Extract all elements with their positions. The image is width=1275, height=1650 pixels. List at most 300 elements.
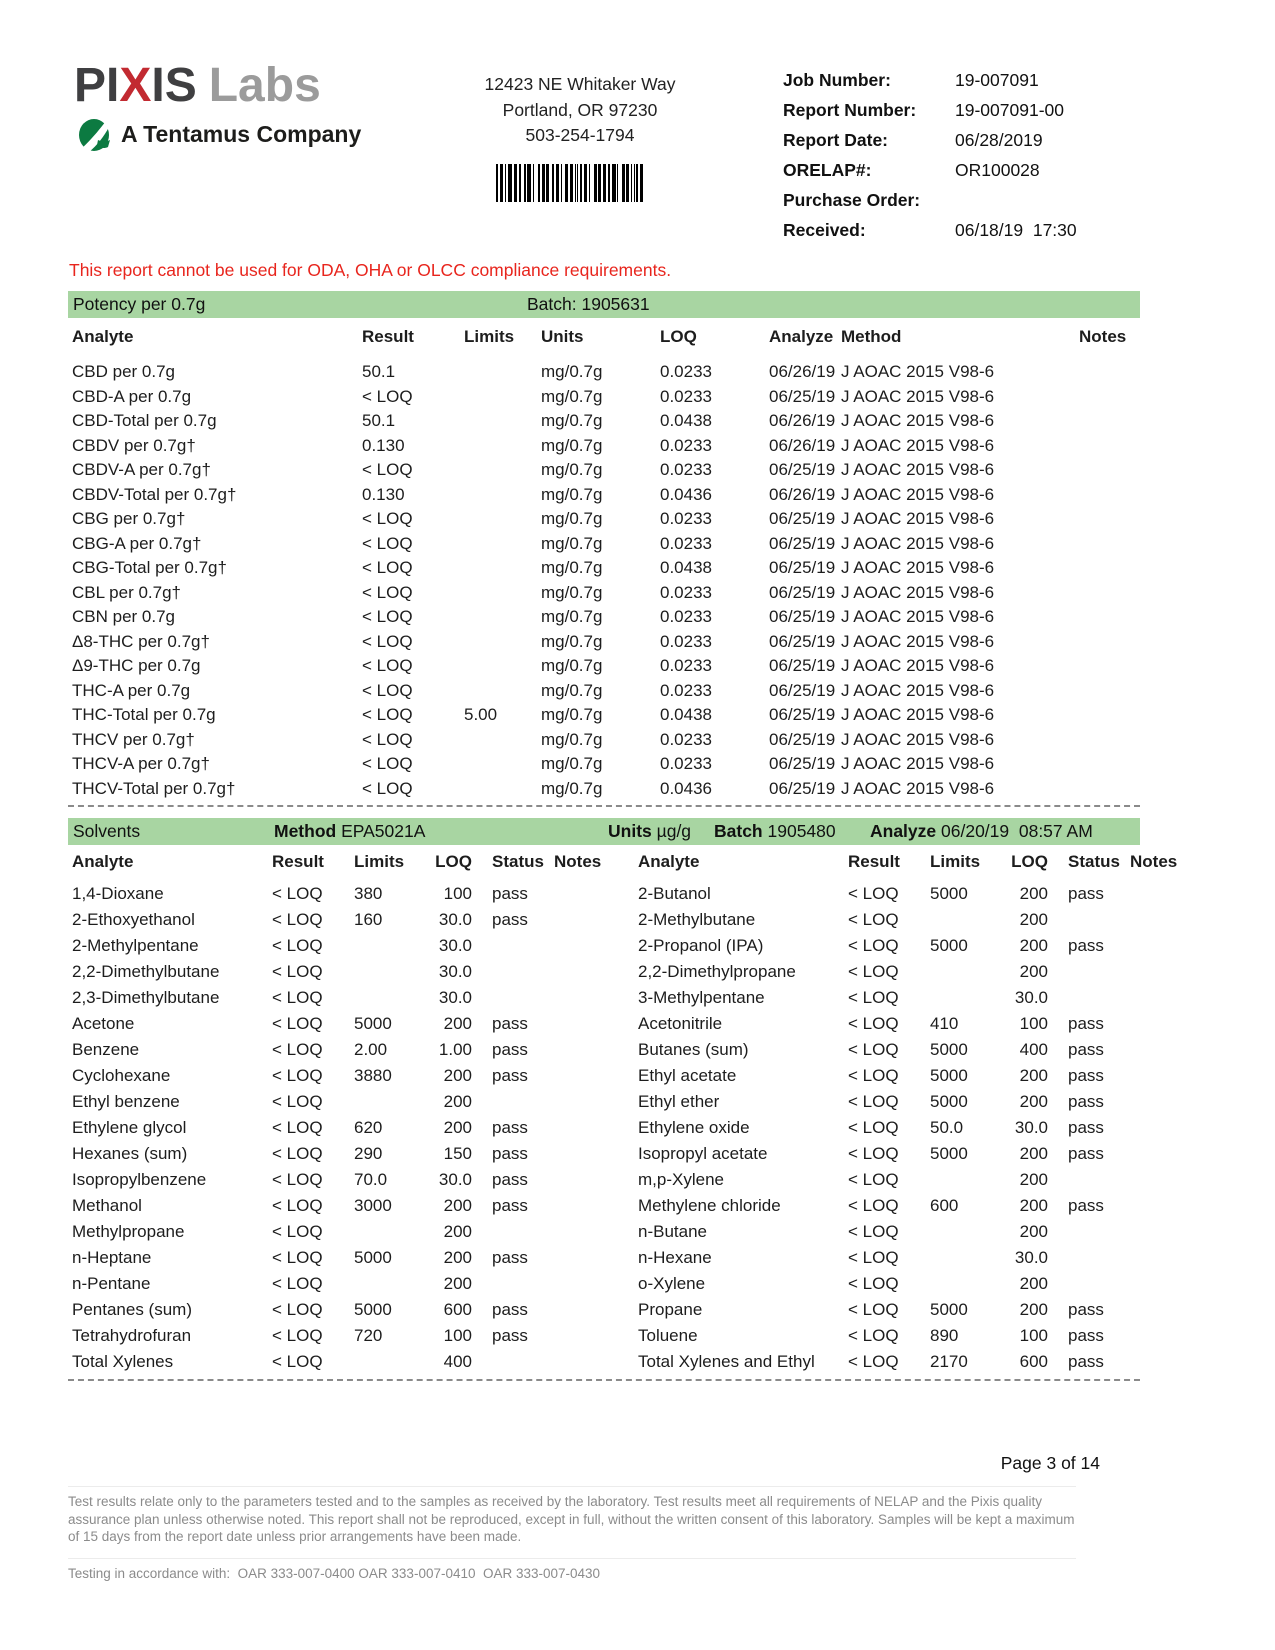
table-cell: J AOAC 2015 V98-6 [841, 386, 995, 406]
table-cell: 0.0233 [660, 362, 712, 381]
potency-title: Potency per 0.7g [73, 294, 206, 314]
table-cell: pass [1068, 1300, 1104, 1319]
table-row [68, 777, 1144, 802]
table-cell: 200 [1019, 1170, 1048, 1189]
table-cell [1130, 1193, 1188, 1219]
table-cell: 06/25/19 [769, 509, 836, 528]
table-row [68, 1167, 612, 1193]
table-cell [464, 385, 541, 410]
table-cell: 06/25/19 [769, 778, 836, 798]
table-row [68, 409, 1144, 434]
solvents-header-row [634, 845, 1188, 881]
table-cell: < LOQ [848, 962, 899, 981]
table-cell [480, 1349, 554, 1375]
address-line-2: Portland, OR 97230 [502, 99, 658, 120]
info-row-report-date [783, 130, 1163, 160]
table-cell: CBDV per 0.7g† [72, 435, 196, 455]
table-cell [1130, 1011, 1188, 1037]
table-cell [354, 985, 416, 1011]
table-cell [1056, 959, 1130, 985]
table-cell: 0.0233 [660, 533, 712, 553]
table-cell: CBG-A per 0.7g† [72, 533, 202, 553]
table-cell: Total Xylenes and Ethyl [638, 1352, 815, 1371]
table-cell: 50.1 [362, 411, 396, 430]
table-cell [554, 1063, 612, 1089]
table-cell: < LOQ [848, 1274, 899, 1293]
table-cell: 06/26/19 [769, 435, 836, 455]
table-cell: THC-Total per 0.7g [72, 705, 216, 724]
table-cell [1130, 1349, 1188, 1375]
solvents-table-right [634, 845, 1188, 1375]
info-label: Received: [783, 220, 866, 240]
table-row [68, 1297, 612, 1323]
table-row [68, 1037, 612, 1063]
table-row [634, 1063, 1188, 1089]
table-cell [464, 581, 541, 606]
section-divider [68, 1379, 1140, 1381]
table-cell: 30.0 [438, 962, 472, 981]
table-cell: mg/0.7g [541, 631, 603, 651]
table-cell: 06/26/19 [769, 484, 836, 504]
table-cell [1130, 1141, 1188, 1167]
table-cell: mg/0.7g [541, 509, 603, 528]
table-row [68, 933, 612, 959]
table-cell: < LOQ [272, 1014, 323, 1033]
logo-text-is: IS [151, 59, 197, 112]
table-cell: 06/25/19 [769, 386, 836, 406]
table-cell [1079, 409, 1144, 434]
table-cell: 0.0233 [660, 607, 712, 626]
table-cell: 5000 [354, 1248, 392, 1267]
table-cell [1130, 1089, 1188, 1115]
table-cell [1079, 385, 1144, 410]
info-row-purchase-order [783, 190, 1163, 220]
table-row [68, 1089, 612, 1115]
table-cell: Tetrahydrofuran [72, 1326, 192, 1345]
table-cell: CBD-Total per 0.7g [72, 411, 217, 430]
logo-wordmark [74, 60, 361, 112]
table-cell: < LOQ [848, 1352, 899, 1371]
table-cell [554, 1323, 612, 1349]
table-cell: pass [492, 1326, 528, 1345]
table-cell [1130, 1037, 1188, 1063]
table-cell: 2.00 [354, 1040, 388, 1059]
table-cell [554, 1037, 612, 1063]
table-cell [1079, 483, 1144, 508]
table-cell: CBG per 0.7g† [72, 509, 186, 528]
table-cell: 06/25/19 [769, 729, 836, 749]
table-cell: Cyclohexane [72, 1066, 171, 1085]
table-cell: 720 [354, 1326, 383, 1345]
table-cell [554, 985, 612, 1011]
table-cell: mg/0.7g [541, 362, 603, 381]
table-cell: 0.0438 [660, 411, 712, 430]
solvents-two-column-layout [68, 845, 1178, 1375]
table-cell: J AOAC 2015 V98-6 [841, 729, 995, 749]
table-cell: < LOQ [362, 680, 413, 700]
table-cell: J AOAC 2015 V98-6 [841, 656, 995, 675]
table-cell [464, 654, 541, 679]
table-cell: mg/0.7g [541, 607, 603, 626]
table-cell: 30.0 [1014, 1118, 1048, 1137]
table-cell: pass [1068, 1326, 1104, 1345]
table-cell [554, 933, 612, 959]
table-cell: J AOAC 2015 V98-6 [841, 435, 995, 455]
column-header-result: Result [272, 852, 324, 871]
table-row [634, 1089, 1188, 1115]
table-cell: pass [492, 1014, 528, 1033]
page-number: Page 3 of 14 [1000, 1453, 1100, 1473]
table-cell: THCV-A per 0.7g† [72, 754, 210, 773]
table-cell: CBDV-A per 0.7g† [72, 460, 211, 479]
table-cell: < LOQ [272, 1196, 323, 1215]
table-row [68, 434, 1144, 459]
table-row [634, 1349, 1188, 1375]
analyze-label: Analyze [870, 821, 937, 841]
table-cell: < LOQ [362, 754, 413, 773]
table-cell: 5000 [930, 1092, 968, 1111]
table-cell: pass [492, 910, 528, 929]
table-cell: m,p-Xylene [638, 1170, 724, 1189]
table-cell: Acetone [72, 1014, 135, 1033]
table-row [68, 1193, 612, 1219]
table-row [68, 458, 1144, 483]
table-row [68, 959, 612, 985]
compliance-notice: This report cannot be used for ODA, OHA or OLCC compliance requirements. [69, 260, 672, 280]
table-row [634, 1011, 1188, 1037]
table-cell [354, 959, 416, 985]
table-cell: 200 [1019, 1196, 1048, 1215]
table-cell: Benzene [72, 1040, 140, 1059]
table-cell: < LOQ [362, 705, 413, 724]
table-row [634, 1193, 1188, 1219]
column-header-units: Units [541, 327, 584, 346]
table-cell: Ethylene glycol [72, 1118, 187, 1137]
table-cell: 5000 [354, 1300, 392, 1319]
table-cell: J AOAC 2015 V98-6 [841, 754, 995, 773]
table-cell: < LOQ [362, 509, 413, 528]
table-cell: < LOQ [848, 1066, 899, 1085]
table-cell: 200 [1019, 1144, 1048, 1163]
table-cell [464, 532, 541, 557]
table-cell: 890 [930, 1326, 959, 1345]
solvents-header-row [68, 845, 612, 881]
table-cell: pass [492, 1066, 528, 1085]
table-row [68, 1063, 612, 1089]
table-row [68, 532, 1144, 557]
table-cell: pass [492, 1144, 528, 1163]
table-cell: 200 [443, 1248, 472, 1267]
table-row [634, 933, 1188, 959]
table-row [68, 360, 1144, 385]
table-cell: mg/0.7g [541, 435, 603, 455]
table-row [634, 959, 1188, 985]
info-value: 19-007091-00 [955, 100, 1064, 120]
table-cell: 3880 [354, 1066, 392, 1085]
table-cell: J AOAC 2015 V98-6 [841, 484, 995, 504]
table-cell [464, 777, 541, 802]
table-cell: 06/25/19 [769, 558, 836, 577]
table-row [68, 1011, 612, 1037]
table-cell: 620 [354, 1118, 383, 1137]
pixis-labs-logo [74, 60, 361, 152]
table-cell: 0.0233 [660, 680, 712, 700]
table-cell [1056, 985, 1130, 1011]
table-cell: n-Heptane [72, 1248, 152, 1267]
column-header-analyze: Analyze [769, 327, 834, 346]
table-cell [1130, 1167, 1188, 1193]
table-cell [554, 1219, 612, 1245]
table-cell [1130, 907, 1188, 933]
table-cell: pass [1068, 1196, 1104, 1215]
table-cell [1079, 581, 1144, 606]
table-cell [1079, 556, 1144, 581]
solvents-section [68, 818, 1178, 1381]
table-cell: Ethyl acetate [638, 1066, 737, 1085]
report-info-block [783, 70, 1163, 250]
batch-value: 1905480 [767, 821, 836, 841]
table-cell: CBL per 0.7g† [72, 582, 181, 602]
footer-accordance: Testing in accordance with: OAR 333-007-0400 OAR 333-007-0410 OAR 333-007-0430 [68, 1558, 1076, 1581]
table-cell [1079, 752, 1144, 777]
table-cell: 200 [443, 1196, 472, 1215]
table-cell [1079, 728, 1144, 753]
table-cell: 0.130 [362, 484, 405, 504]
column-header-result: Result [362, 327, 414, 346]
table-cell [354, 1089, 416, 1115]
table-row [634, 1141, 1188, 1167]
info-label: Job Number: [783, 70, 891, 90]
table-cell: 0.0233 [660, 386, 712, 406]
table-cell: 06/25/19 [769, 607, 836, 626]
table-cell: 100 [1019, 1326, 1048, 1345]
table-cell [354, 1349, 416, 1375]
table-cell: < LOQ [272, 1092, 323, 1111]
table-cell [1056, 1245, 1130, 1271]
column-header-loq: LOQ [660, 327, 697, 346]
info-row-orelap [783, 160, 1163, 190]
table-cell: 0.0233 [660, 460, 712, 479]
column-header-analyte: Analyte [72, 852, 134, 871]
table-cell: mg/0.7g [541, 680, 603, 700]
logo-text-labs: Labs [208, 59, 321, 112]
table-cell: 5.00 [464, 705, 498, 724]
table-cell: pass [492, 1170, 528, 1189]
table-cell: 30.0 [1014, 988, 1048, 1007]
table-cell: pass [1068, 1066, 1104, 1085]
table-cell [464, 605, 541, 630]
table-row [68, 1115, 612, 1141]
table-cell: 2,2-Dimethylpropane [638, 962, 796, 981]
table-cell: 06/25/19 [769, 680, 836, 700]
table-cell: < LOQ [272, 884, 323, 903]
table-row [634, 1167, 1188, 1193]
table-cell: Ethyl ether [638, 1092, 720, 1111]
table-cell: n-Butane [638, 1222, 707, 1241]
table-cell: THC-A per 0.7g [72, 680, 191, 700]
table-cell [1056, 1219, 1130, 1245]
table-cell: Butanes (sum) [638, 1040, 749, 1059]
table-cell: 30.0 [438, 988, 472, 1007]
barcode-image [496, 164, 643, 202]
table-cell: < LOQ [272, 1248, 323, 1267]
table-row [634, 907, 1188, 933]
table-cell: < LOQ [848, 1222, 899, 1241]
table-cell [464, 409, 541, 434]
table-cell: pass [492, 1196, 528, 1215]
info-label: Purchase Order: [783, 190, 921, 210]
address-line-3: 503-254-1794 [525, 125, 635, 145]
table-cell: < LOQ [848, 1300, 899, 1319]
units-label: Units [608, 821, 652, 841]
table-cell: < LOQ [362, 631, 413, 651]
table-cell: 5000 [930, 936, 968, 955]
potency-batch: Batch: 1905631 [527, 294, 650, 314]
table-cell [354, 1271, 416, 1297]
table-cell [480, 1089, 554, 1115]
table-cell: 0.0233 [660, 435, 712, 455]
table-cell [1130, 1063, 1188, 1089]
table-cell: 400 [443, 1352, 472, 1371]
table-cell [554, 1115, 612, 1141]
table-cell: 2-Methylbutane [638, 910, 756, 929]
footer-disclaimer: Test results relate only to the parameters tested and to the samples as received by the laboratory. Test results meet all requirements of NELAP and the Pixis quality assurance plan unless otherwise noted. This report shall not be reproduced, except in full, without the written consent of this laboratory. Samples will be kept a maximum of 15 days from the report date unless prior arrangements have been made. [68, 1486, 1076, 1546]
table-cell: 0.0233 [660, 509, 712, 528]
table-cell: 06/25/19 [769, 533, 836, 553]
table-cell [464, 630, 541, 655]
table-cell: 0.0233 [660, 754, 712, 773]
table-cell: pass [1068, 1352, 1104, 1371]
solvents-units [608, 818, 691, 845]
table-cell: 06/25/19 [769, 460, 836, 479]
table-cell: < LOQ [848, 1144, 899, 1163]
table-cell: < LOQ [848, 1196, 899, 1215]
table-cell: mg/0.7g [541, 582, 603, 602]
batch-label: Batch [714, 821, 763, 841]
potency-header-row [68, 318, 1144, 360]
table-cell: 0.130 [362, 435, 405, 455]
table-cell: 160 [354, 910, 383, 929]
table-row [68, 1271, 612, 1297]
table-row [68, 1349, 612, 1375]
table-row [634, 985, 1188, 1011]
table-cell: 200 [1019, 1066, 1048, 1085]
table-cell: Hexanes (sum) [72, 1144, 188, 1163]
table-cell [554, 907, 612, 933]
table-cell: Isopropyl acetate [638, 1144, 768, 1163]
info-row-job-number [783, 70, 1163, 100]
table-cell: pass [1068, 1040, 1104, 1059]
table-cell: 3000 [354, 1196, 392, 1215]
table-cell: mg/0.7g [541, 558, 603, 577]
table-cell: < LOQ [362, 386, 413, 406]
table-cell [930, 1245, 992, 1271]
table-cell: < LOQ [362, 582, 413, 602]
table-cell [464, 360, 541, 385]
table-cell: < LOQ [272, 910, 323, 929]
table-row [68, 1219, 612, 1245]
table-cell: < LOQ [272, 1170, 323, 1189]
table-cell [1079, 434, 1144, 459]
table-row [68, 752, 1144, 777]
table-cell: 200 [1019, 936, 1048, 955]
table-cell: CBN per 0.7g [72, 607, 175, 626]
table-cell: < LOQ [848, 936, 899, 955]
column-header-loq: LOQ [1011, 852, 1048, 871]
table-row [68, 385, 1144, 410]
table-cell: < LOQ [272, 936, 323, 955]
table-cell: < LOQ [272, 1274, 323, 1293]
table-cell [1130, 881, 1188, 907]
table-cell: 0.0438 [660, 705, 712, 724]
table-cell [930, 1219, 992, 1245]
column-header-result: Result [848, 852, 900, 871]
logo-tagline-row [78, 116, 361, 152]
table-cell: 06/25/19 [769, 582, 836, 602]
column-header-notes: Notes [1079, 327, 1127, 346]
table-row [68, 985, 612, 1011]
logo-text-x: X [119, 59, 152, 112]
info-row-report-number [783, 100, 1163, 130]
table-cell: 200 [443, 1014, 472, 1033]
table-cell: mg/0.7g [541, 533, 603, 553]
table-cell [1079, 654, 1144, 679]
table-cell: J AOAC 2015 V98-6 [841, 631, 995, 651]
table-cell: 410 [930, 1014, 959, 1033]
table-cell: mg/0.7g [541, 386, 603, 406]
info-value: 06/28/2019 [955, 130, 1043, 150]
table-cell: pass [1068, 884, 1104, 903]
table-cell: pass [492, 1118, 528, 1137]
table-cell [464, 679, 541, 704]
method-value: EPA5021A [341, 821, 426, 841]
table-cell: pass [492, 884, 528, 903]
table-cell: < LOQ [848, 1170, 899, 1189]
table-cell: pass [492, 1300, 528, 1319]
table-cell: 100 [443, 884, 472, 903]
table-cell [1079, 679, 1144, 704]
table-row [68, 703, 1144, 728]
table-cell: Methylpropane [72, 1222, 185, 1241]
table-cell: pass [1068, 1118, 1104, 1137]
table-cell: pass [1068, 1092, 1104, 1111]
table-cell: 0.0233 [660, 631, 712, 651]
table-cell: < LOQ [362, 778, 413, 798]
table-cell: 06/25/19 [769, 705, 836, 724]
table-cell: Acetonitrile [638, 1014, 723, 1033]
table-cell: < LOQ [272, 1326, 323, 1345]
table-cell [1130, 959, 1188, 985]
column-header-status: Status [1068, 852, 1120, 871]
table-row [68, 728, 1144, 753]
table-cell: n-Hexane [638, 1248, 712, 1267]
table-cell: 150 [443, 1144, 472, 1163]
table-cell [1130, 933, 1188, 959]
potency-section-header [68, 291, 1140, 318]
table-cell: 200 [1019, 1092, 1048, 1111]
table-row [634, 1323, 1188, 1349]
table-cell [1130, 1245, 1188, 1271]
table-cell: 200 [1019, 1274, 1048, 1293]
table-cell: mg/0.7g [541, 411, 603, 430]
table-cell: J AOAC 2015 V98-6 [841, 362, 995, 381]
table-cell: Pentanes (sum) [72, 1300, 192, 1319]
table-cell [1079, 605, 1144, 630]
table-cell: 200 [1019, 884, 1048, 903]
table-cell: J AOAC 2015 V98-6 [841, 460, 995, 479]
table-cell: 2170 [930, 1352, 968, 1371]
table-cell [480, 1271, 554, 1297]
